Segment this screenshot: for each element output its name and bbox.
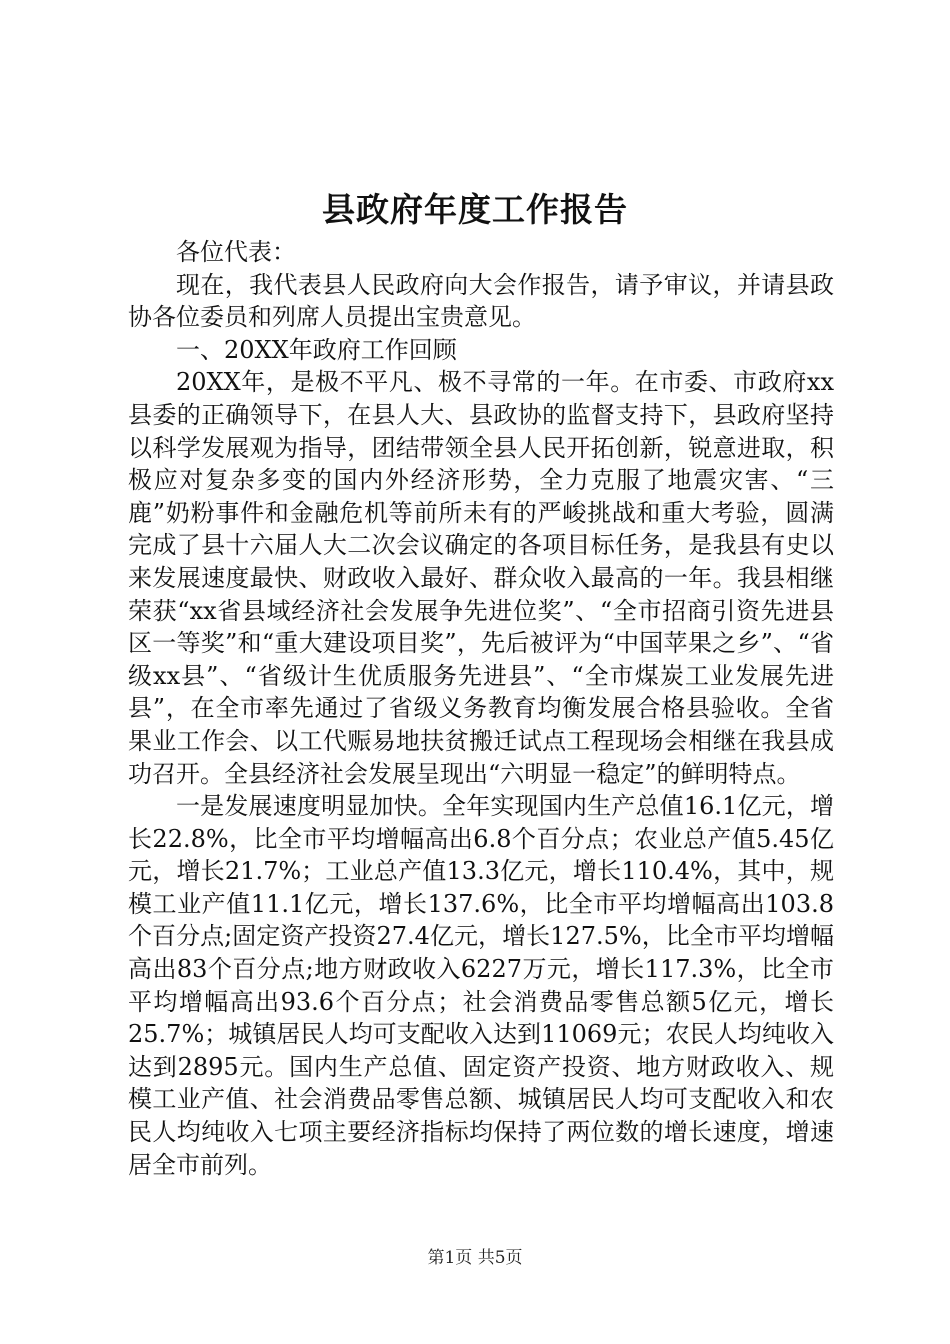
salutation-paragraph: 各位代表：: [176, 238, 296, 266]
opening-paragraph: 现在，我代表县人民政府向大会作报告，请予审议，并请县政协各位委员和列席人员提出宝贵意见。: [128, 270, 834, 332]
page-number-footer: 第1页 共5页: [427, 1248, 523, 1268]
document-title: 县政府年度工作报告: [322, 190, 628, 229]
review-paragraph: 20XX年，是极不平凡、极不寻常的一年。在市委、市政府xx县委的正确领导下，在县人大、县政协的监督支持下，县政府坚持以科学发展观为指导，团结带领全县人民开拓创新，锐意进取，积极应对复杂多变的国内外经济形势，全力克服了地震灾害、“三鹿”奶粉事件和金融危机等前所未有的严峻挑战和重大考验，圆满完成了县十六届人大二次会议确定的各项目标任务，是我县有史以来发展速度最快、财政收入最好、群众收入最高的一年。我县相继荣获“xx省县域经济社会发展争先进位奖”、“全市招商引资先进县区一等奖”和“重大建设项目奖”，先后被评为“中国苹果之乡”、“省级xx县”、“省级计生优质服务先进县”、“全市煤炭工业发展先进县”，在全市率先通过了省级义务教育均衡发展合格县验收。全省果业工作会、以工代赈易地扶贫搬迁试点工程现场会相继在我县成功召开。全县经济社会发展呈现出“六明显一稳定”的鲜明特点。: [128, 368, 834, 788]
growth-paragraph: 一是发展速度明显加快。全年实现国内生产总值16.1亿元，增长22.8%，比全市平均增幅高出6.8个百分点；农业总产值5.45亿元，增长21.7%；工业总产值13.3亿元，增长110.4%，其中，规模工业产值11.1亿元，增长137.6%，比全市平均增幅高出103.8个百分点;固定资产投资27.4亿元，增长127.5%，比全市平均增幅高出83个百分点;地方财政收入6227万元，增长117.3%，比全市平均增幅高出93.6个百分点；社会消费品零售总额5亿元，增长25.7%；城镇居民人均可支配收入达到11069元；农民人均纯收入达到2895元。国内生产总值、固定资产投资、地方财政收入、规模工业产值、社会消费品零售总额、城镇居民人均可支配收入和农民人均纯收入七项主要经济指标均保持了两位数的增长速度，增速居全市前列。: [128, 792, 834, 1179]
document-body: [128, 236, 834, 1181]
section-heading: 一、20XX年政府工作回顾: [176, 335, 457, 364]
